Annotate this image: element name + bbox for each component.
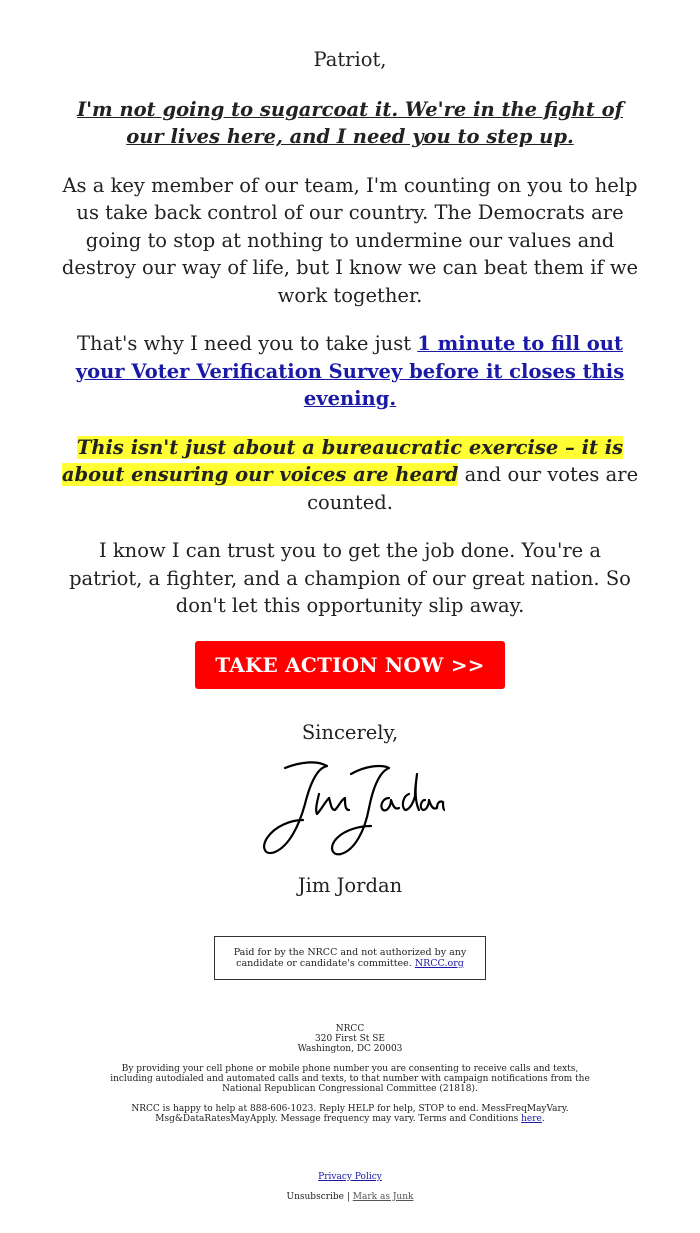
privacy-policy-link[interactable]: Privacy Policy (318, 1171, 382, 1182)
paid-for-disclaimer (214, 936, 486, 980)
address-block (104, 1024, 596, 1054)
signature-image (255, 754, 445, 864)
consent-text: By providing your cell phone or mobile phone number you are consenting to receive calls and texts, including autodialed and automated calls and texts, to that number with campaign notifications from the National Republican Congressional Committee (21818). (110, 1063, 590, 1094)
paragraph-team: As a key member of our team, I'm counting on you to help us take back control of our country. The Democrats are going to stop at nothing to undermine our values and destroy our way of life, but I know we can beat them if we work together. (61, 173, 639, 307)
headline: I'm not going to sugarcoat it. We're in the fight of our lives here, and I need you to step up. (76, 97, 624, 148)
bottom-links (104, 1172, 596, 1202)
nrcc-link[interactable]: NRCC.org (414, 957, 464, 969)
take-action-button[interactable]: TAKE ACTION NOW >> (195, 641, 504, 689)
help-text-paragraph (104, 1104, 596, 1124)
org-name: NRCC (335, 1023, 365, 1034)
terms-link[interactable]: here (521, 1113, 542, 1124)
closing: Sincerely, (301, 720, 399, 744)
headline-paragraph (60, 96, 640, 151)
street-address: 320 First St SE (315, 1033, 385, 1044)
paragraph-voices (60, 434, 640, 517)
paragraph-survey (60, 330, 640, 413)
voices-rest: and our votes are counted. (307, 463, 639, 514)
survey-link[interactable]: 1 minute to fill out your Voter Verification Survey before it closes this evening. (75, 332, 625, 410)
footer (60, 1024, 640, 1202)
link-separator: | (344, 1191, 353, 1202)
survey-prefix: That's why I need you to take just (77, 332, 418, 355)
signer-name: Jim Jordan (297, 874, 403, 897)
disclaimer-text: Paid for by the NRCC and not authorized by any candidate or candidate's committee. (233, 946, 467, 969)
greeting: Patriot, (313, 48, 387, 71)
unsubscribe-text[interactable]: Unsubscribe (286, 1191, 345, 1202)
help-end: . (541, 1113, 545, 1124)
cta-wrapper (60, 641, 640, 689)
city-address: Washington, DC 20003 (297, 1043, 403, 1054)
mark-as-junk-link[interactable]: Mark as Junk (352, 1191, 414, 1202)
highlighted-text: This isn't just about a bureaucratic exercise – it is about ensuring our voices are heard (61, 435, 624, 486)
paragraph-trust: I know I can trust you to get the job done. You're a patriot, a fighter, and a champion of our great nation. So don't let this opportunity slip away. (69, 539, 631, 617)
help-text: NRCC is happy to help at 888-606-1023. Reply HELP for help, STOP to end. MessFreqMayVary. Msg&DataRatesMayApply. Message frequency may vary. Terms and Conditions (131, 1103, 569, 1124)
